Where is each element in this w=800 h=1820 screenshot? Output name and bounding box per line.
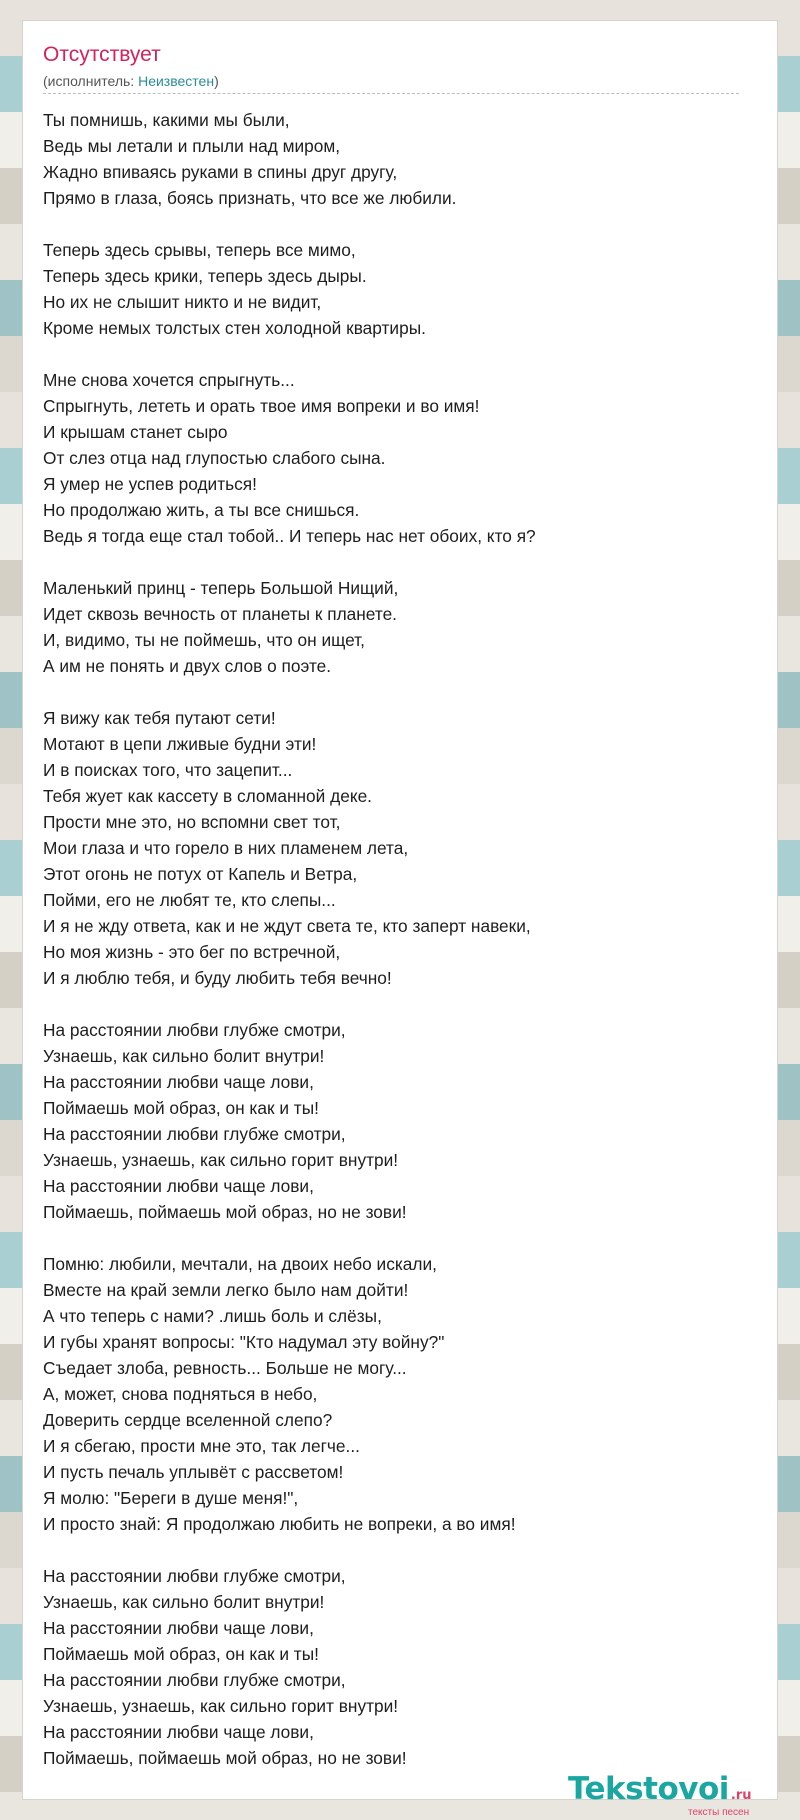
lyric-line: Я умер не успев родиться!: [43, 474, 257, 494]
lyric-line: Поймаешь, поймаешь мой образ, но не зови!: [43, 1748, 407, 1768]
lyric-line: Маленький принц - теперь Большой Нищий,: [43, 578, 399, 598]
lyric-line: Но их не слышит никто и не видит,: [43, 292, 322, 312]
stanza-gap: [43, 1537, 743, 1563]
lyric-line: На расстоянии любви чаще лови,: [43, 1072, 314, 1092]
logo-tld: .ru: [730, 1788, 752, 1803]
logo-name: Tekstovoi: [568, 1771, 729, 1807]
lyric-line: На расстоянии любви глубже смотри,: [43, 1020, 346, 1040]
lyric-line: И я не жду ответа, как и не ждут света те, кто заперт навеки,: [43, 916, 531, 936]
lyric-line: Узнаешь, как сильно болит внутри!: [43, 1592, 325, 1612]
lyric-line: Пойми, его не любят те, кто слепы...: [43, 890, 336, 910]
lyric-line: Но моя жизнь - это бег по встречной,: [43, 942, 341, 962]
lyric-line: На расстоянии любви глубже смотри,: [43, 1124, 346, 1144]
lyric-line: А, может, снова подняться в небо,: [43, 1384, 318, 1404]
lyrics-card: [22, 20, 778, 1818]
lyric-line: А им не понять и двух слов о поэте.: [43, 656, 332, 676]
lyric-line: На расстоянии любви глубже смотри,: [43, 1566, 346, 1586]
lyric-line: И, видимо, ты не поймешь, что он ищет,: [43, 630, 365, 650]
lyric-line: Теперь здесь срывы, теперь все мимо,: [43, 240, 356, 260]
lyric-line: Ведь я тогда еще стал тобой.. И теперь нас нет обоих, кто я?: [43, 526, 536, 546]
lyric-line: Поймаешь мой образ, он как и ты!: [43, 1098, 319, 1118]
lyric-line: Прости мне это, но вспомни свет тот,: [43, 812, 341, 832]
artist-link[interactable]: Неизвестен: [138, 73, 215, 89]
lyric-line: Прямо в глаза, боясь признать, что все же любили.: [43, 188, 457, 208]
title-separator: [43, 93, 739, 94]
stanza-gap: [43, 991, 743, 1017]
lyric-line: На расстоянии любви чаще лови,: [43, 1722, 314, 1742]
lyric-line: И я сбегаю, прости мне это, так легче...: [43, 1436, 360, 1456]
lyric-line: А что теперь с нами? .лишь боль и слёзы,: [43, 1306, 382, 1326]
lyric-line: Ты помнишь, какими мы были,: [43, 110, 290, 130]
lyric-line: Тебя жует как кассету в сломанной деке.: [43, 786, 372, 806]
lyric-line: Идет сквозь вечность от планеты к планете.: [43, 604, 397, 624]
song-title: Отсутствует: [43, 43, 161, 66]
lyric-line: Спрыгнуть, лететь и орать твое имя вопреки и во имя!: [43, 396, 480, 416]
lyric-line: И в поисках того, что зацепит...: [43, 760, 293, 780]
stanza-gap: [43, 1225, 743, 1251]
lyric-line: Поймаешь мой образ, он как и ты!: [43, 1644, 319, 1664]
lyric-line: Мои глаза и что горело в них пламенем лета,: [43, 838, 409, 858]
lyric-line: И просто знай: Я продолжаю любить не вопреки, а во имя!: [43, 1514, 516, 1534]
lyrics-body: [43, 107, 743, 1771]
stanza-gap: [43, 679, 743, 705]
lyric-line: Узнаешь, узнаешь, как сильно горит внутри!: [43, 1696, 399, 1716]
lyric-line: Помню: любили, мечтали, на двоих небо искали,: [43, 1254, 437, 1274]
site-logo[interactable]: [568, 1771, 752, 1818]
lyric-line: Узнаешь, узнаешь, как сильно горит внутри!: [43, 1150, 399, 1170]
lyric-line: Жадно впиваясь руками в спины друг другу,: [43, 162, 398, 182]
lyric-line: Съедает злоба, ревность... Больше не могу...: [43, 1358, 407, 1378]
lyric-line: От слез отца над глупостью слабого сына.: [43, 448, 386, 468]
byline-suffix: ): [214, 73, 219, 89]
lyric-line: Мне снова хочется спрыгнуть...: [43, 370, 295, 390]
lyric-line: И я люблю тебя, и буду любить тебя вечно!: [43, 968, 392, 988]
lyric-line: Мотают в цепи лживые будни эти!: [43, 734, 317, 754]
lyric-line: На расстоянии любви чаще лови,: [43, 1618, 314, 1638]
lyric-line: И крышам станет сыро: [43, 422, 228, 442]
song-byline: [43, 73, 219, 89]
lyric-line: На расстоянии любви чаще лови,: [43, 1176, 314, 1196]
lyric-line: Теперь здесь крики, теперь здесь дыры.: [43, 266, 367, 286]
logo-tagline: тексты песен: [688, 1807, 750, 1818]
lyric-line: Поймаешь, поймаешь мой образ, но не зови!: [43, 1202, 407, 1222]
lyric-line: Этот огонь не потух от Капель и Ветра,: [43, 864, 358, 884]
stanza-gap: [43, 549, 743, 575]
lyric-line: Доверить сердце вселенной слепо?: [43, 1410, 333, 1430]
lyric-line: Я молю: "Береги в душе меня!",: [43, 1488, 299, 1508]
stanza-gap: [43, 211, 743, 237]
lyric-line: И губы хранят вопросы: "Кто надумал эту войну?": [43, 1332, 445, 1352]
lyric-line: Кроме немых толстых стен холодной квартиры.: [43, 318, 426, 338]
lyric-line: Узнаешь, как сильно болит внутри!: [43, 1046, 325, 1066]
stanza-gap: [43, 341, 743, 367]
lyric-line: На расстоянии любви глубже смотри,: [43, 1670, 346, 1690]
lyric-line: И пусть печаль уплывёт с рассветом!: [43, 1462, 344, 1482]
lyric-line: Но продолжаю жить, а ты все снишься.: [43, 500, 360, 520]
byline-prefix: (исполнитель:: [43, 73, 139, 89]
lyric-line: Ведь мы летали и плыли над миром,: [43, 136, 341, 156]
lyric-line: Вместе на край земли легко было нам дойти!: [43, 1280, 409, 1300]
lyric-line: Я вижу как тебя путают сети!: [43, 708, 276, 728]
